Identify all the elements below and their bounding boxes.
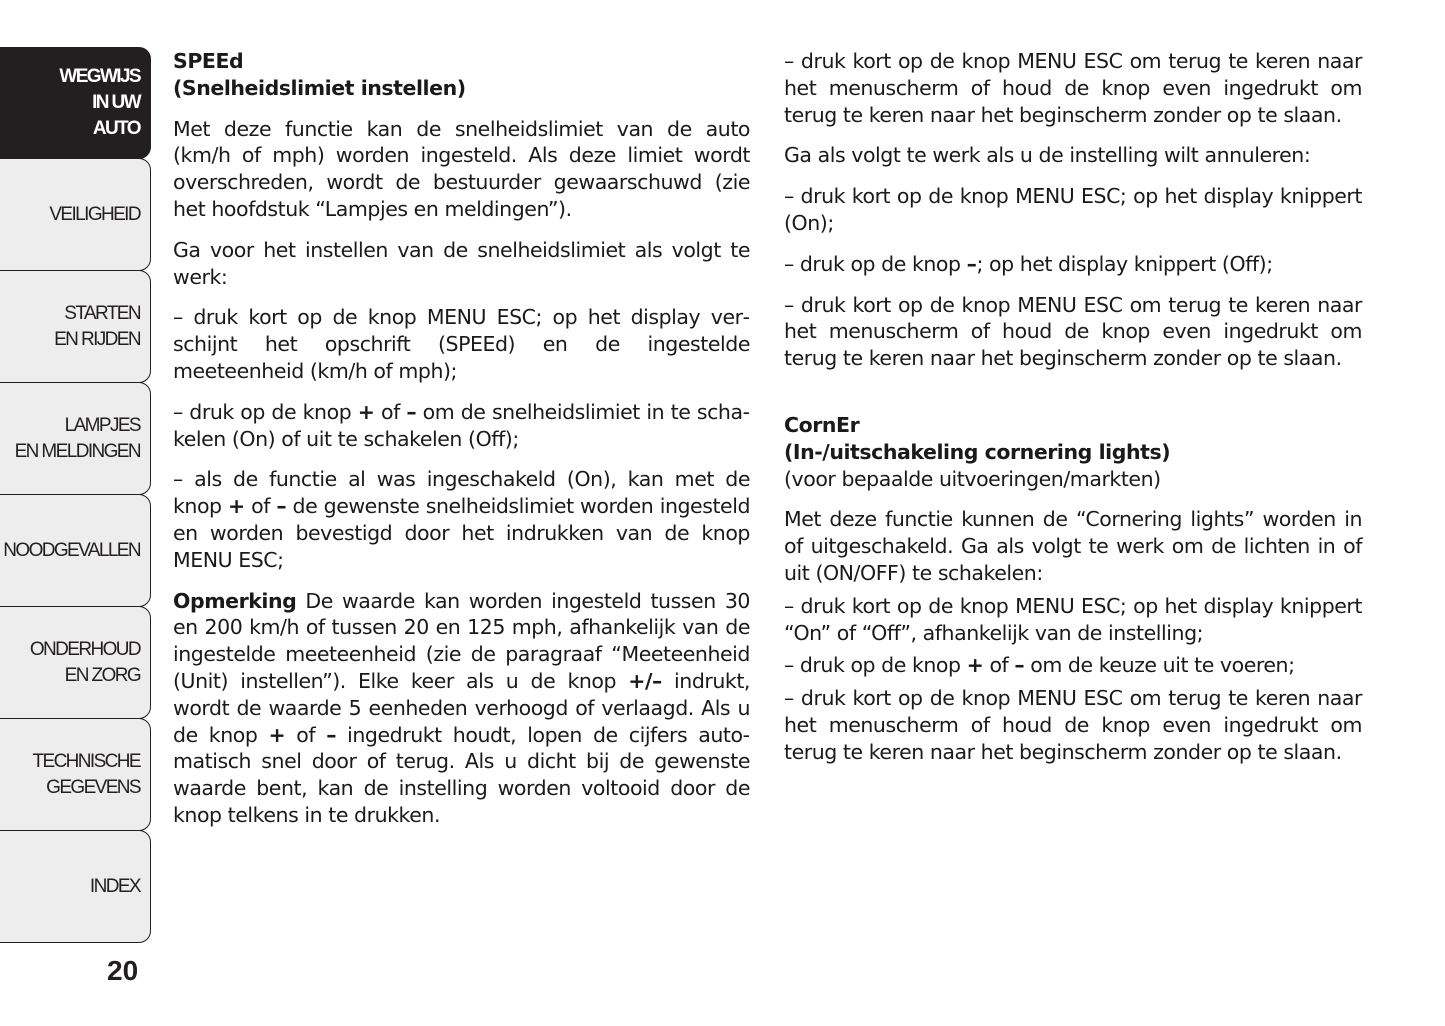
section-title-speed: SPEEd [173, 49, 244, 73]
minus-symbol: – [276, 494, 287, 519]
tab-index[interactable]: INDEX [0, 830, 151, 943]
tab-wegwijs[interactable]: WEGWIJS IN UW AUTO [0, 47, 151, 159]
availability-note: (voor bepaalde uitvoeringen/markten) [784, 466, 1161, 491]
minus-symbol: – [326, 722, 337, 747]
section-subtitle-corner: (In-/uitschakeling cornering lights) [784, 439, 1171, 464]
plus-symbol: + [966, 653, 984, 678]
plus-symbol: + [228, 494, 245, 519]
left-column [173, 48, 750, 843]
text: om de keuze uit te voeren; [1024, 653, 1295, 678]
paragraph [173, 466, 750, 573]
paragraph: – druk kort op de knop MENU ESC; op het display verschijnt het opschrift (SPEEd) en de ingestelde meeteenheid (km/h of mph); [173, 305, 750, 383]
paragraph [784, 251, 1362, 278]
paragraph: Met deze functie kunnen de “Cornering lights” worden in of uitgeschakeld. Ga als volgt te werk om de lichten in of uit (ON/OFF) te schakelen: [784, 507, 1362, 585]
text: – druk op de knop [784, 653, 967, 678]
plus-symbol: + [268, 722, 286, 747]
paragraph: – druk kort op de knop MENU ESC; op het display knippert “On” of “Off”, afhankelijk van de instelling; [784, 593, 1362, 645]
page-number: 20 [107, 955, 139, 986]
tab-onderhoud-en-zorg[interactable]: ONDERHOUD EN ZORG [0, 606, 151, 719]
text: ; op het display knippert (Off); [976, 251, 1273, 276]
minus-symbol: – [1014, 653, 1025, 678]
tab-lampjes-en-meldingen[interactable]: LAMPJES EN MELDINGEN [0, 382, 151, 495]
text: of [374, 399, 407, 424]
minus-symbol: – [406, 399, 417, 424]
paragraph: – druk kort op de knop MENU ESC; op het display knippert (On); [784, 184, 1362, 235]
text: of [285, 722, 327, 747]
note-label: Opmerking [173, 588, 297, 613]
paragraph: Ga als volgt te werk als u de instelling wilt annuleren: [784, 143, 1311, 168]
section-title-corner: CornEr [784, 412, 860, 437]
spacer [784, 386, 1362, 412]
minus-symbol: – [966, 251, 977, 276]
paragraph: – druk kort op de knop MENU ESC om terug te keren naar het menuscherm of houd de knop even ingedrukt om terug te keren naar het beginscherm zonder op te slaan. [784, 686, 1362, 764]
right-column [784, 48, 1362, 772]
plus-symbol: + [357, 399, 375, 424]
paragraph: – druk kort op de knop MENU ESC om terug te keren naar het menuscherm of houd de knop even ingedrukt om terug te keren naar het beginscherm zonder op te slaan. [784, 292, 1362, 371]
text: – druk op de knop [173, 399, 358, 424]
paragraph: Met deze functie kan de snelheidslimiet van de auto (km/h of mph) worden ingesteld. Als deze limiet wordt overschreden, wordt de bestuurder gewaarschuwd (zie het hoofdstuk “Lampjes en meldingen”). [173, 116, 750, 221]
text: om de snelheidslimiet in te schakelen (On) of uit te schakelen (Off); [173, 399, 750, 451]
text: of [983, 653, 1015, 678]
paragraph: – druk kort op de knop MENU ESC om terug te keren naar het menuscherm of houd de knop even ingedrukt om terug te keren naar het beginscherm zonder op te slaan. [784, 49, 1362, 127]
text: – als de functie al was ingeschakeld (On), kan met de knop [173, 467, 750, 519]
text: de gewenste snelheidslimiet worden ingesteld en worden bevestigd door het indrukken van de knop MENU ESC; [173, 494, 751, 572]
text: De waarde kan worden ingesteld tussen 30 en 200 km/h of tussen 20 en 125 mph, afhankelijk van de ingestelde meeteenheid (zie de paragraaf “Meeteenheid (Unit) instellen”). Elke keer als u de knop [173, 588, 750, 693]
text: indrukt, wordt de waarde 5 eenheden verhoogd of verlaagd. Als u de knop [173, 668, 751, 747]
plus-minus-symbol: +/– [628, 668, 662, 693]
tab-veiligheid[interactable]: VEILIGHEID [0, 158, 151, 271]
tab-technische-gegevens[interactable]: TECHNISCHE GEGEVENS [0, 718, 151, 831]
tab-noodgevallen[interactable]: NOODGEVALLEN [0, 494, 151, 607]
paragraph [173, 399, 750, 453]
section-subtitle-speed: (Snelheidslimiet instellen) [173, 75, 466, 100]
tab-starten-en-rijden[interactable]: STARTEN EN RIJDEN [0, 270, 151, 383]
text: of [244, 494, 277, 519]
text: ingedrukt houdt, lopen de cijfers automatisch snel door of terug. Als u dicht bij de gewenste waarde bent, kan de instelling worden voltooid door de knop telkens in te drukken. [173, 722, 751, 827]
paragraph: Ga voor het instellen van de snelheidslimiet als volgt te werk: [173, 237, 750, 289]
text: – druk op de knop [784, 251, 967, 276]
paragraph [784, 652, 1362, 679]
note-paragraph [173, 588, 750, 829]
